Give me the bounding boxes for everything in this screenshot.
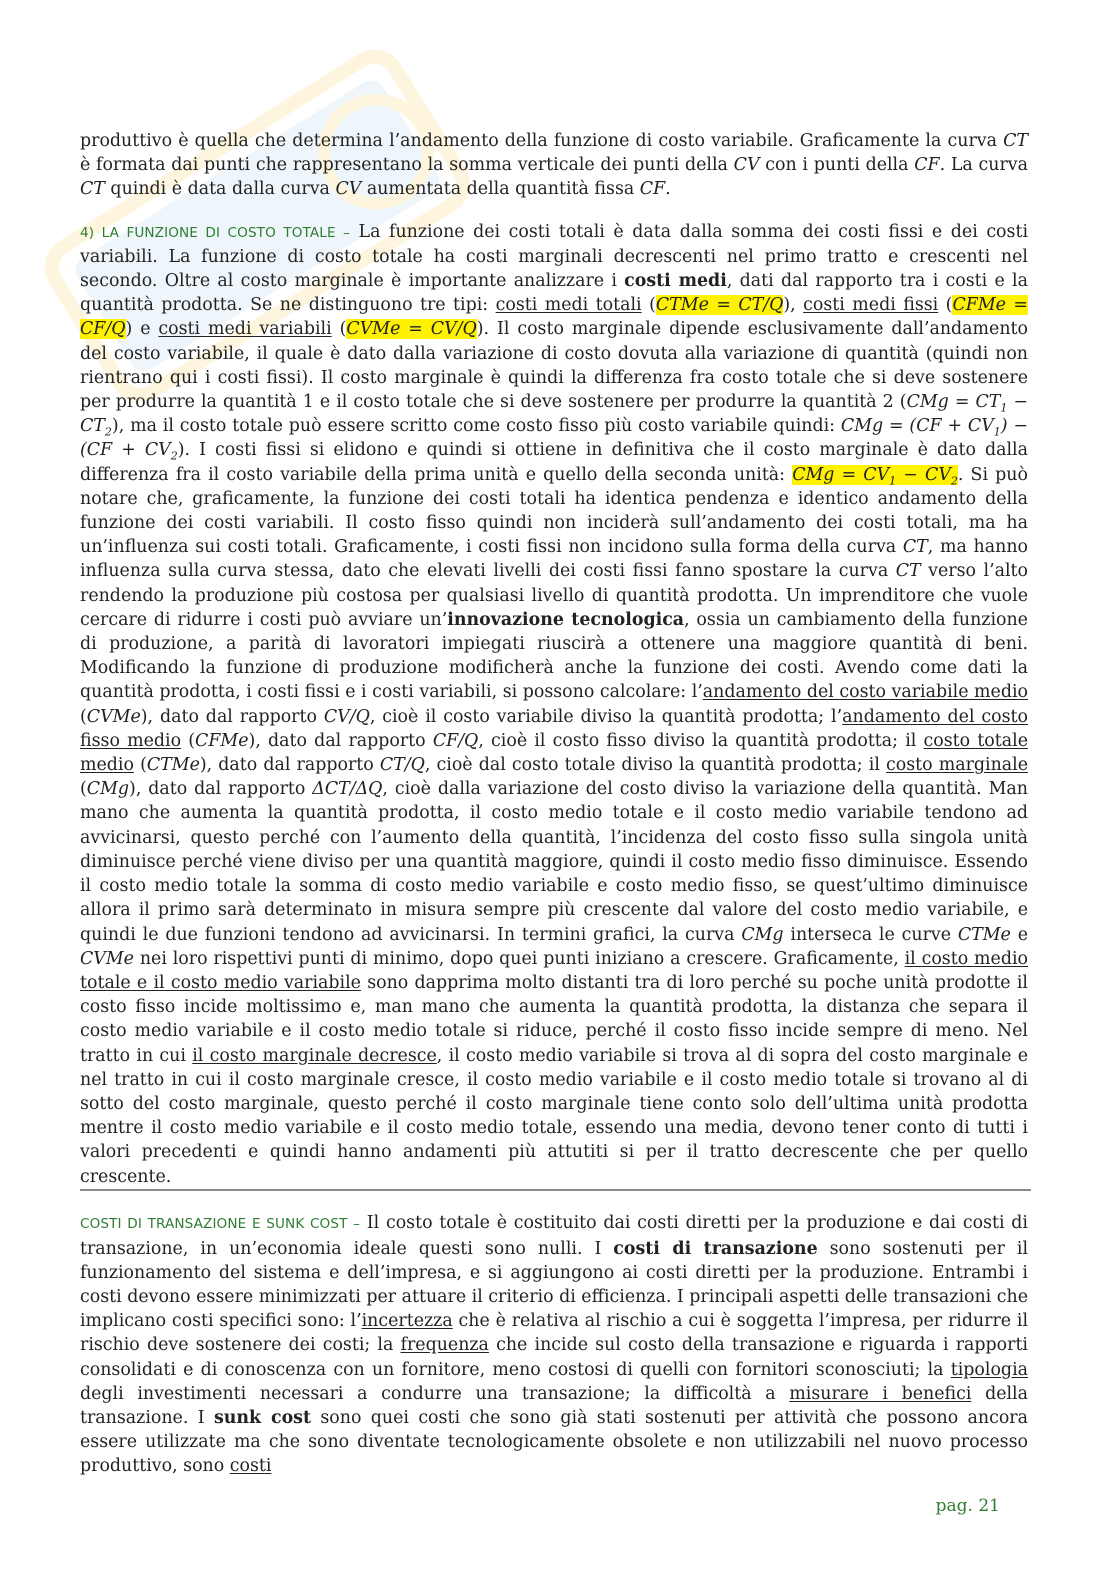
section-divider (80, 1189, 1031, 1191)
document-body (80, 129, 1028, 1189)
formula-cmg-2: CMg = $(CF + CV_1) - (CF + CV_2$ (80, 416, 1028, 463)
formula-cmg-3: CMg = $CV_1 - CV_2$ (792, 464, 958, 488)
section-title: 4) LA FUNZIONE DI COSTO TOTALE – (80, 224, 350, 241)
formula-cvme: CVMe = CV/Q (346, 319, 477, 340)
formula-ctme: CTMe = CT/Q (655, 295, 784, 316)
sunk-cost-paragraph: COSTI DI TRANSAZIONE E SUNK COST – Il costo totale è costituito dai costi diretti per la produzione e dai costi di transazione, in un’economia ideale questi sono nulli. I costi di transazione sono sostenuti per il funzionamento del sistema e dell’impresa, e si aggiungono ai costi diretti per la produzione. Entrambi i costi devono essere minimizzati per attuare il criterio di efficienza. I principali aspetti delle transazioni che implicano costi specifici sono: l’incertezza che è relativa al rischio a cui è soggetta l’impresa, per ridurre il rischio deve sostenere dei costi; la frequenza che incide sul costo della transazione e riguarda i rapporti consolidati e di conoscenza con un fornitore, meno costosi di quelli con fornitori sconosciuti; la tipologia degli investimenti necessari a condurre una transazione; la difficoltà a misurare i benefici della transazione. I sunk cost sono quei costi che sono già stati sostenuti per attività che possono ancora essere utilizzate ma che sono diventate tecnologicamente obsolete e non utilizzabili nel nuovo processo produttivo, sono costi (80, 1213, 1029, 1477)
section-4-paragraph: 4) LA FUNZIONE DI COSTO TOTALE – La funzione dei costi totali è data dalla somma dei costi fissi e dei costi variabili. La funzione di costo totale ha costi marginali decrescenti nel primo tratto e crescenti nel secondo. Oltre al costo marginale è importante analizzare i costi medi, dati dal rapporto tra i costi e la quantità prodotta. Se ne distinguono tre tipi: costi medi totali (CTMe = CT/Q), costi medi fissi (CFMe = CF/Q) e costi medi variabili (CVMe = CV/Q). Il costo marginale dipende esclusivamente dall’andamento del costo variabile, il quale è dato dalla variazione di costo dovuta alla variazione di quantità (quindi non rientrano qui i costi fissi). Il costo marginale è quindi la differenza fra costo totale che si deve sostenere per produrre la quantità 1 e il costo totale che si deve sostenere per produrre la quantità 2 $(CMg = CT_1 - CT_2)$, ma il costo totale può essere scritto come costo fisso più costo variabile quindi: CMg = $(CF + CV_1) - (CF + CV_2)$. I costi fissi si elidono e quindi si ottiene in definitiva che il costo marginale è dato dalla differenza fra il costo variabile della prima unità e quello della seconda unità: CMg = $CV_1 - CV_2$. Si può notare che, graficamente, la funzione dei costi totali ha identica pendenza e identico andamento della funzione dei costi variabili. Il costo fisso quindi non inciderà sull’andamento dei costi totali, ma ha un’influenza sui costi totali. Graficamente, i costi fissi non incidono sulla forma della curva CT, ma hanno influenza sulla curva stessa, dato che elevati livelli dei costi fissi fanno spostare la curva CT verso l’alto rendendo la produzione più costosa per qualsiasi livello di quantità prodotta. Un imprenditore che vuole cercare di ridurre i costi può avviare un’innovazione tecnologica, ossia un cambiamento della funzione di produzione, a parità di lavoratori impiegati riuscirà a ottenere una maggiore quantità di beni. Modificando la funzione di produzione modificherà anche la funzione dei costi. Avendo come dati la quantità prodotta, i costi fissi e i costi variabili, si possono calcolare: l’andamento del costo variabile medio (CVMe), dato dal rapporto CV/Q, cioè il costo variabile diviso la quantità prodotta; l’andamento del costo fisso medio (CFMe), dato dal rapporto CF/Q, cioè il costo fisso diviso la quantità prodotta; il costo totale medio (CTMe), dato dal rapporto CT/Q, cioè dal costo totale diviso la quantità prodotta; il costo marginale (CMg), dato dal rapporto ΔCT/ΔQ, cioè dalla variazione del costo diviso la variazione della quantità. Man mano che aumenta la quantità prodotta, il costo medio totale e il costo medio variabile tendono ad avvicinarsi, questo perché con l’aumento della quantità, l’incidenza del costo fisso sulla singola unità diminuisce perché viene diviso per una quantità maggiore, quindi il costo medio fisso diminuisce. Essendo il costo medio totale la somma di costo medio variabile e costo medio fisso, se quest’ultimo diminuisce allora il primo sarà determinato in misura sempre più crescente dal valore del costo medio variabile, e quindi le due funzioni tendono ad avvicinarsi. In termini grafici, la curva CMg interseca le curve CTMe e CVMe nei loro rispettivi punti di minimo, dopo quei punti iniziano a crescere. Graficamente, il costo medio totale e il costo medio variabile sono dapprima molto distanti tra di loro perché su poche unità prodotte il costo fisso incide moltissimo e, man mano che aumenta la quantità prodotta, la distanza che separa il costo medio variabile e il costo medio totale si riduce, perché il costo fisso incide sempre di meno. Nel tratto in cui il costo marginale decresce, il costo medio variabile si trova al di sopra del costo marginale e nel tratto in cui il costo marginale cresce, il costo medio variabile e il costo medio totale si trovano al di sotto del costo marginale, questo perché il costo marginale tiene conto solo dell’ultima unità prodotta mentre il costo medio variabile e il costo medio totale, essendo una media, devono tener conto di tutti i valori precedenti e quindi hanno andamenti più attutiti si per il tratto decrescente che per quello crescente. (80, 221, 1029, 1187)
sunk-cost-section (80, 1194, 1028, 1496)
page-number: pag. 21 (935, 1496, 1000, 1516)
intro-paragraph: produttivo è quella che determina l’andamento della funzione di costo variabile. Graficamente la curva CT è formata dai punti che rappresentano la somma verticale dei punti della CV con i punti della CF. La curva CT quindi è data dalla curva CV aumentata della quantità fissa CF. (80, 131, 1028, 200)
section-title-sunk: COSTI DI TRANSAZIONE E SUNK COST – (80, 1216, 361, 1233)
formula-cfme: CFMe = CF/Q (80, 295, 1028, 340)
formula-cmg-1: CMg = $CT_1 - CT_2$ (80, 392, 1028, 439)
